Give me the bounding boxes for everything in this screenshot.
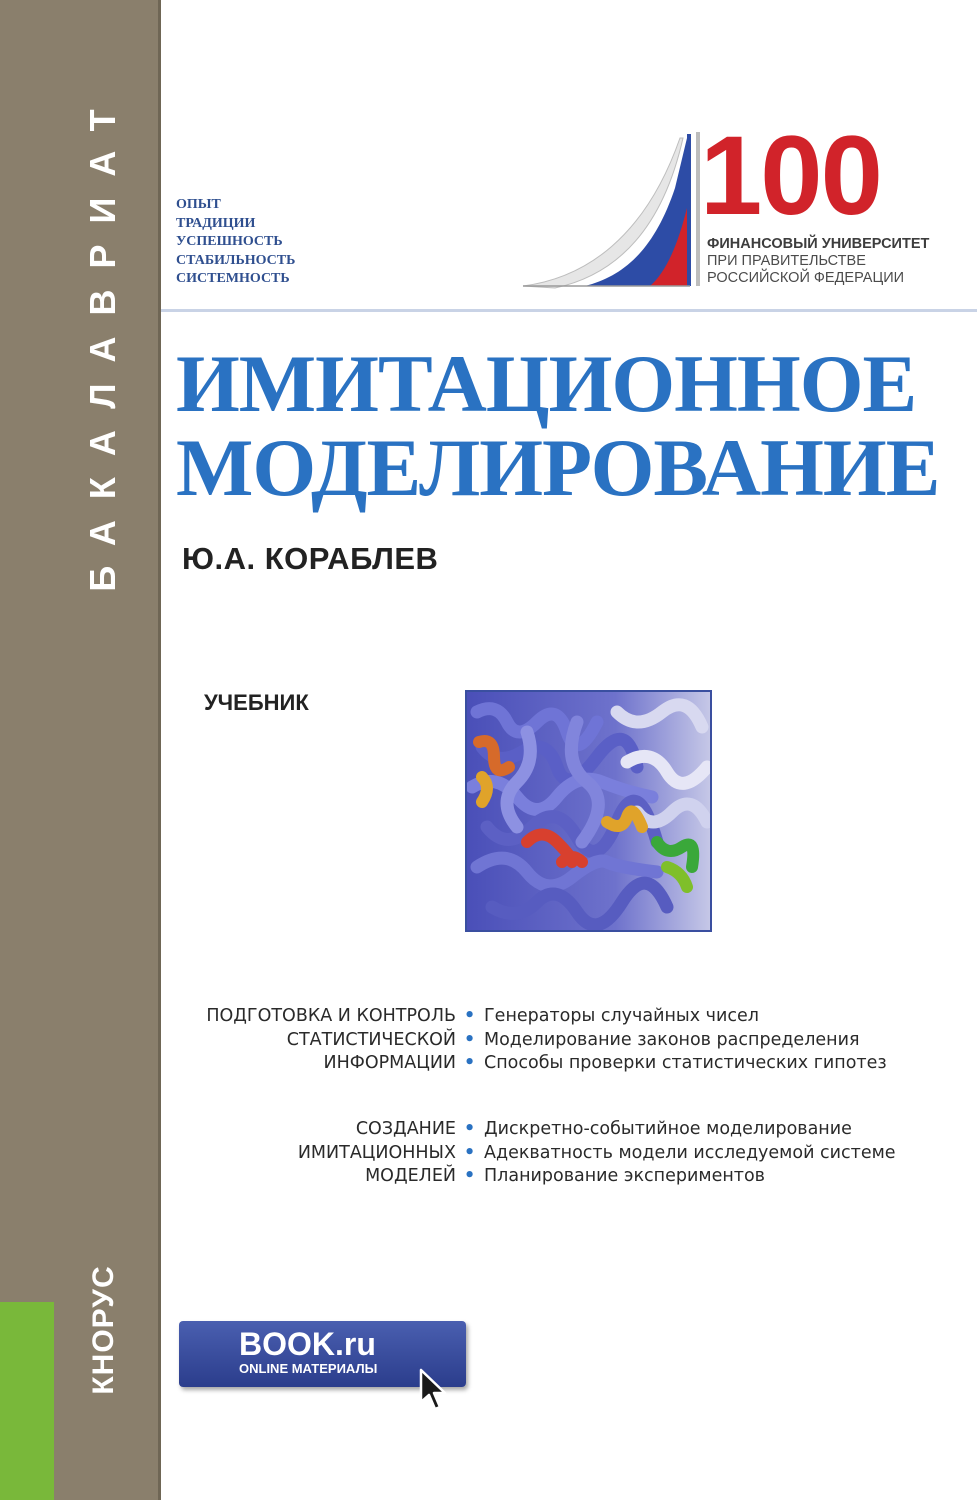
heading-line: ПОДГОТОВКА И КОНТРОЛЬ [206, 1006, 456, 1026]
list-item [464, 1029, 887, 1053]
section-heading [190, 1118, 456, 1189]
heading-line: СТАТИСТИЧЕСКОЙ [286, 1029, 456, 1050]
title-line: МОДЕЛИРОВАНИЕ [176, 422, 940, 513]
bookru-sublabel: ONLINE МАТЕРИАЛЫ [239, 1361, 378, 1376]
motto-item: ТРАДИЦИИ [176, 215, 256, 231]
motto-item: СИСТЕМНОСТЬ [176, 271, 290, 286]
heading-line: СОЗДАНИЕ [355, 1119, 456, 1139]
logo-line: ПРИ ПРАВИТЕЛЬСТВЕ [707, 253, 866, 269]
list-item-text: Адекватность модели исследуемой системе [484, 1142, 896, 1163]
book-spine [0, 0, 158, 1500]
cover-illustration [465, 690, 712, 932]
section-heading [190, 1005, 456, 1076]
book-type: УЧЕБНИК [204, 690, 309, 715]
list-item [464, 1052, 887, 1076]
bullet-icon: • [464, 1053, 476, 1073]
publisher-green-strip [0, 1302, 54, 1500]
motto-list [176, 196, 295, 289]
logo-line: РОССИЙСКОЙ ФЕДЕРАЦИИ [707, 270, 905, 286]
list-item-text: Дискретно-событийное моделирование [484, 1119, 852, 1139]
heading-line: ИНФОРМАЦИИ [323, 1053, 456, 1073]
spine-edge [158, 0, 161, 1500]
motto-item: УСПЕШНОСТЬ [176, 234, 283, 249]
bullet-icon: • [464, 1166, 476, 1186]
list-item [464, 1118, 896, 1142]
series-label: БАКАЛАВРИАТ [82, 88, 123, 592]
mouse-pointer-icon [418, 1368, 448, 1412]
list-item-text: Способы проверки статистических гипотез [484, 1053, 887, 1073]
list-item [464, 1142, 896, 1166]
logo-line: ФИНАНСОВЫЙ УНИВЕРСИТЕТ [707, 236, 930, 252]
topic-list [464, 1005, 887, 1076]
header-divider [161, 309, 977, 312]
publisher-name: КНОРУС [87, 1265, 120, 1395]
bullet-icon: • [464, 1119, 476, 1139]
list-item [464, 1005, 887, 1029]
author-name: Ю.А. КОРАБЛЕВ [182, 541, 439, 576]
list-item-text: Моделирование законов распределения [484, 1029, 860, 1050]
book-title [176, 338, 940, 513]
bullet-icon: • [464, 1142, 476, 1163]
title-line: ИМИТАЦИОННОЕ [176, 338, 917, 429]
heading-line: ИМИТАЦИОННЫХ [297, 1142, 456, 1163]
bullet-icon: • [464, 1006, 476, 1026]
bookru-label: BOOK.ru [239, 1326, 376, 1362]
motto-item: СТАБИЛЬНОСТЬ [176, 252, 296, 268]
list-item [464, 1165, 896, 1189]
logo-text [707, 236, 929, 287]
list-item-text: Генераторы случайных чисел [484, 1006, 759, 1026]
list-item-text: Планирование экспериментов [484, 1166, 765, 1186]
motto-item: ОПЫТ [176, 197, 221, 212]
bullet-icon: • [464, 1029, 476, 1050]
heading-line: МОДЕЛЕЙ [365, 1166, 456, 1186]
logo-number: 100 [700, 113, 881, 238]
topic-list [464, 1118, 896, 1189]
